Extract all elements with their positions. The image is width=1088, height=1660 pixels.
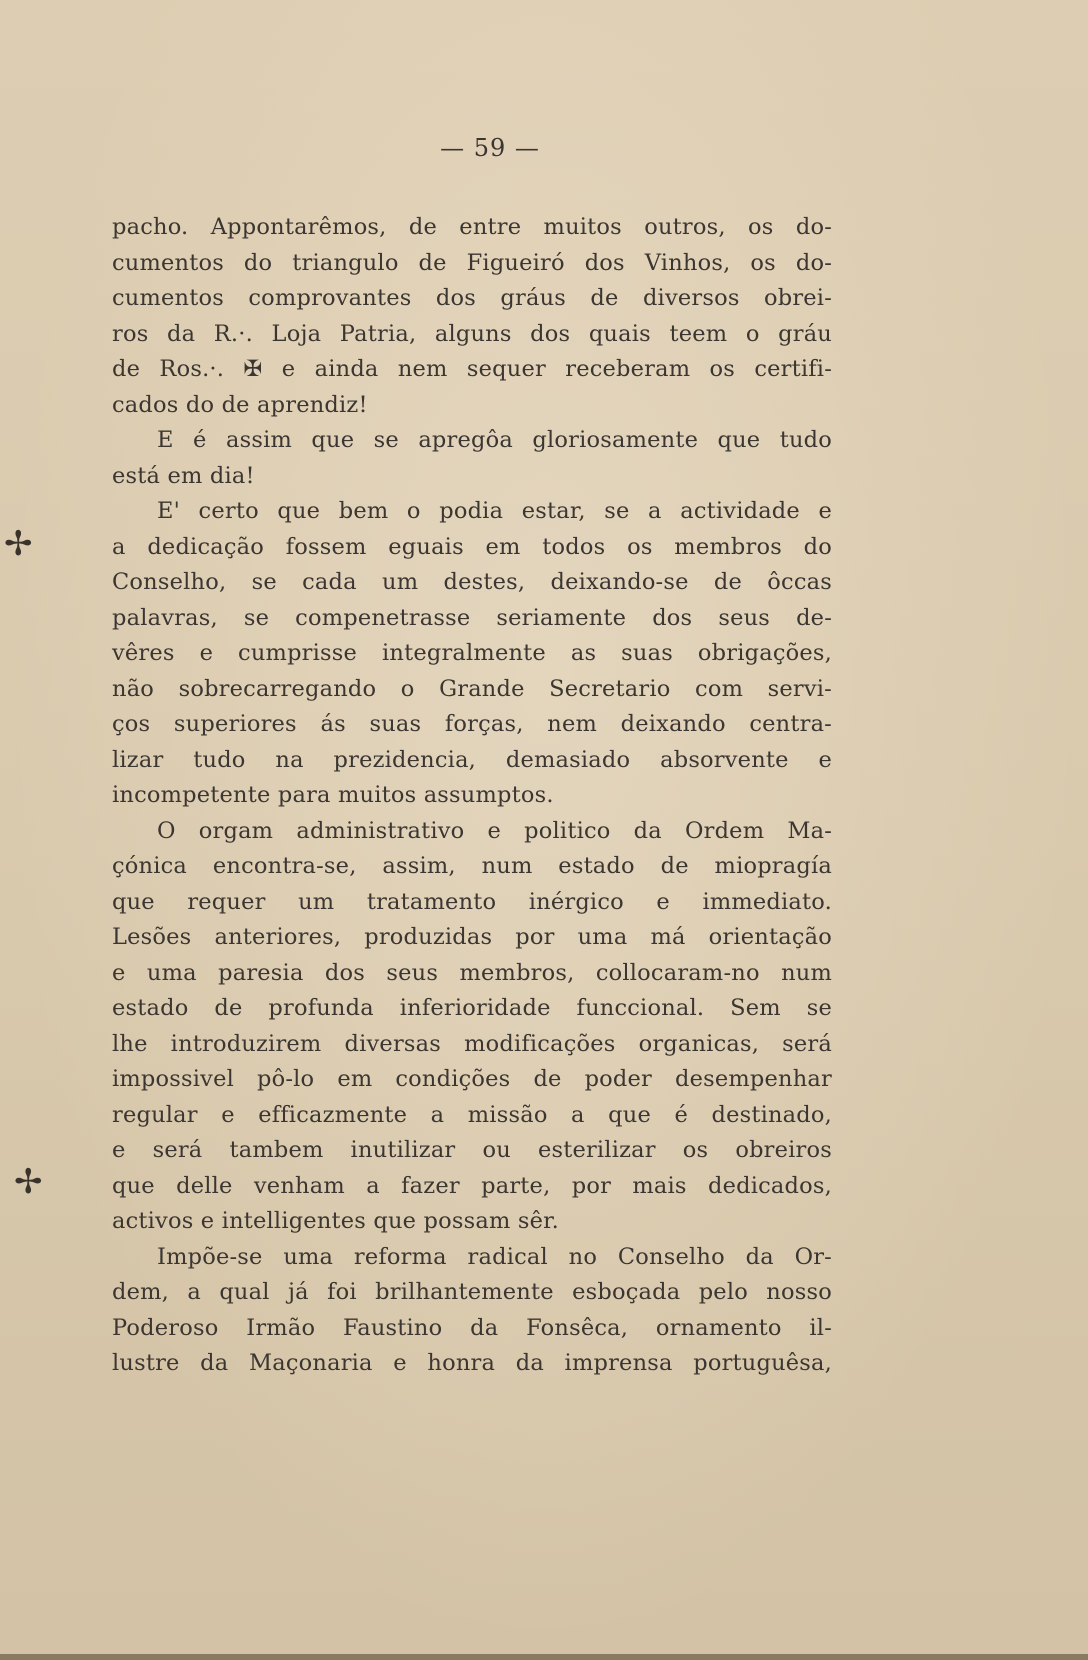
text-line: estado de profunda inferioridade funccional. Sem se: [112, 995, 832, 1021]
text-line: cumentos do triangulo de Figueiró dos Vinhos, os do-: [112, 249, 832, 276]
text-line: Conselho, se cada um destes, deixando-se de ôccas: [112, 569, 832, 595]
text-line: Poderoso Irmão Faustino da Fonsêca, ornamento il-: [112, 1314, 832, 1341]
text-line: e uma paresia dos seus membros, collocaram-no num: [112, 959, 832, 986]
page-number: — 59 —: [440, 134, 540, 162]
text-line: E' certo que bem o podia estar, se a actividade e: [157, 498, 832, 524]
text-line: e será tambem inutilizar ou esterilizar os obreiros: [112, 1137, 832, 1163]
text-line: E é assim que se apregôa gloriosamente que tudo: [157, 427, 832, 453]
text-line: Lesões anteriores, produzidas por uma má orientação: [112, 924, 832, 950]
text-line: ços superiores ás suas forças, nem deixando centra-: [112, 711, 832, 737]
text-line: regular e efficazmente a missão a que é destinado,: [112, 1101, 832, 1128]
text-line: que requer um tratamento inérgico e immediato.: [112, 888, 832, 915]
text-line: impossivel pô-lo em condições de poder desempenhar: [112, 1066, 832, 1092]
body-text: [112, 210, 832, 1382]
text-line: çónica encontra-se, assim, num estado de miopragía: [112, 853, 832, 879]
text-line: ros da R.·. Loja Patria, alguns dos quais teem o gráu: [112, 320, 832, 347]
text-line: vêres e cumprisse integralmente as suas obrigações,: [112, 640, 832, 666]
text-line: que delle venham a fazer parte, por mais dedicados,: [112, 1172, 832, 1199]
text-line: lhe introduzirem diversas modificações organicas, será: [112, 1030, 832, 1057]
text-line: activos e intelligentes que possam sêr.: [112, 1208, 559, 1234]
page-bottom-edge: [0, 1654, 1088, 1660]
text-line: de Ros.·. ✠ e ainda nem sequer receberam os certifi-: [112, 356, 832, 382]
text-line: cados do de aprendiz!: [112, 391, 368, 418]
text-line: Impõe-se uma reforma radical no Conselho da Or-: [157, 1243, 832, 1270]
margin-mark-icon: ✢: [14, 1162, 43, 1202]
text-line: dem, a qual já foi brilhantemente esboçada pelo nosso: [112, 1279, 832, 1305]
text-line: a dedicação fossem eguais em todos os membros do: [112, 533, 832, 560]
text-line: está em dia!: [112, 462, 255, 489]
text-line: incompetente para muitos assumptos.: [112, 782, 554, 808]
margin-mark-icon: ✢: [4, 524, 33, 564]
text-line: pacho. Appontarêmos, de entre muitos outros, os do-: [112, 214, 832, 240]
text-line: não sobrecarregando o Grande Secretario com servi-: [112, 675, 832, 702]
text-line: O orgam administrativo e politico da Ordem Ma-: [157, 817, 832, 844]
text-line: palavras, se compenetrasse seriamente dos seus de-: [112, 604, 832, 631]
text-line: lizar tudo na prezidencia, demasiado absorvente e: [112, 746, 832, 773]
text-line: lustre da Maçonaria e honra da imprensa portuguêsa,: [112, 1350, 832, 1376]
text-line: cumentos comprovantes dos gráus de diversos obrei-: [112, 285, 832, 311]
